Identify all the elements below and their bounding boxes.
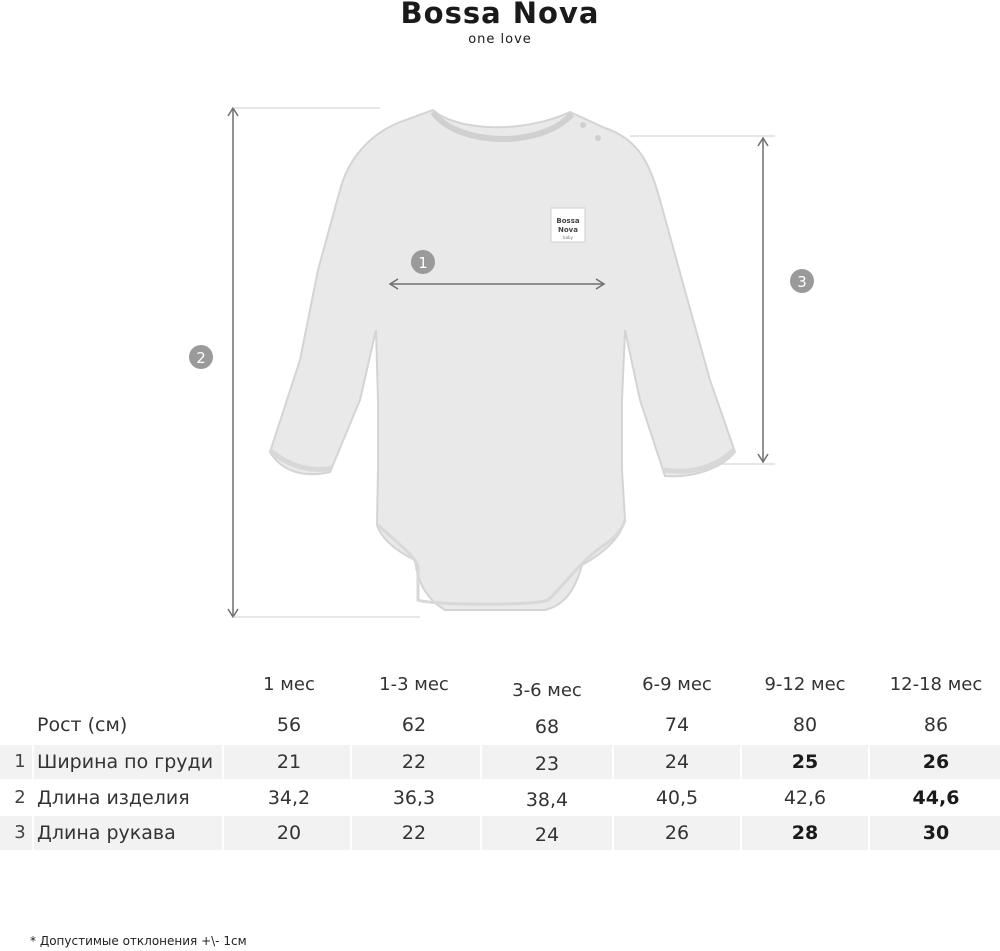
column-divider xyxy=(222,816,224,850)
chest-label-text-3: baby xyxy=(563,235,573,240)
table-row xyxy=(0,816,1000,850)
shoulder-button xyxy=(580,122,586,128)
row-number: 1 xyxy=(14,751,26,772)
table-cell: 30 xyxy=(922,822,950,844)
row-number: 2 xyxy=(14,787,26,808)
table-cell: 62 xyxy=(401,714,427,736)
marker-1-label: 1 xyxy=(418,254,428,272)
table-cell: 26 xyxy=(922,751,950,773)
table-cell: 24 xyxy=(534,824,560,846)
table-cell: 40,5 xyxy=(655,787,699,809)
table-cell: 26 xyxy=(664,822,690,844)
marker-3-label: 3 xyxy=(797,273,807,291)
table-cell: 24 xyxy=(664,751,690,773)
table-row xyxy=(0,745,1000,779)
table-cell: 68 xyxy=(534,716,560,738)
brand-tagline: one love xyxy=(468,32,532,47)
marker-2-label: 2 xyxy=(196,349,206,367)
column-divider xyxy=(32,745,34,779)
row-label: Длина изделия xyxy=(37,787,190,809)
shoulder-button xyxy=(595,135,601,141)
marker-1 xyxy=(411,250,435,274)
table-cell: 20 xyxy=(276,822,302,844)
table-cell: 56 xyxy=(276,714,302,736)
column-divider xyxy=(868,816,870,850)
row-label: Длина рукава xyxy=(37,822,176,844)
marker-2 xyxy=(189,345,213,369)
row-label: Рост (см) xyxy=(37,714,128,736)
column-divider xyxy=(612,816,614,850)
column-header: 12-18 мес xyxy=(889,674,983,695)
chest-label-text-1: Bossa xyxy=(556,217,580,225)
table-cell: 80 xyxy=(792,714,818,736)
chest-label-text-2: Nova xyxy=(558,226,578,234)
table-cell: 34,2 xyxy=(267,787,311,809)
marker-3 xyxy=(790,269,814,293)
table-cell: 38,4 xyxy=(525,789,569,811)
column-divider xyxy=(740,816,742,850)
table-header-row xyxy=(0,668,1000,702)
table-cell: 22 xyxy=(401,751,427,773)
column-header: 6-9 мес xyxy=(642,674,712,695)
table-cell: 74 xyxy=(664,714,690,736)
table-cell: 36,3 xyxy=(392,787,436,809)
column-divider xyxy=(350,816,352,850)
column-header: 1 мес xyxy=(263,674,315,695)
row-label: Ширина по груди xyxy=(37,751,214,773)
column-divider xyxy=(612,745,614,779)
table-row xyxy=(0,708,1000,742)
column-header: 9-12 мес xyxy=(764,674,846,695)
column-divider xyxy=(32,816,34,850)
column-divider xyxy=(740,745,742,779)
table-cell: 28 xyxy=(791,822,819,844)
table-cell: 44,6 xyxy=(912,787,960,809)
table-cell: 86 xyxy=(923,714,949,736)
column-divider xyxy=(350,745,352,779)
column-divider xyxy=(480,745,482,779)
row-number: 3 xyxy=(14,822,26,843)
footnote: * Допустимые отклонения +\- 1см xyxy=(30,934,247,948)
column-divider xyxy=(480,816,482,850)
column-divider xyxy=(222,745,224,779)
column-header: 3-6 мес xyxy=(512,680,582,701)
bodysuit-shape xyxy=(270,110,735,610)
table-cell: 21 xyxy=(276,751,302,773)
table-row xyxy=(0,781,1000,815)
column-divider xyxy=(868,745,870,779)
table-cell: 42,6 xyxy=(783,787,827,809)
column-header: 1-3 мес xyxy=(379,674,449,695)
table-cell: 23 xyxy=(534,753,560,775)
table-cell: 25 xyxy=(791,751,819,773)
brand-name: Bossa Nova xyxy=(400,0,600,30)
table-cell: 22 xyxy=(401,822,427,844)
